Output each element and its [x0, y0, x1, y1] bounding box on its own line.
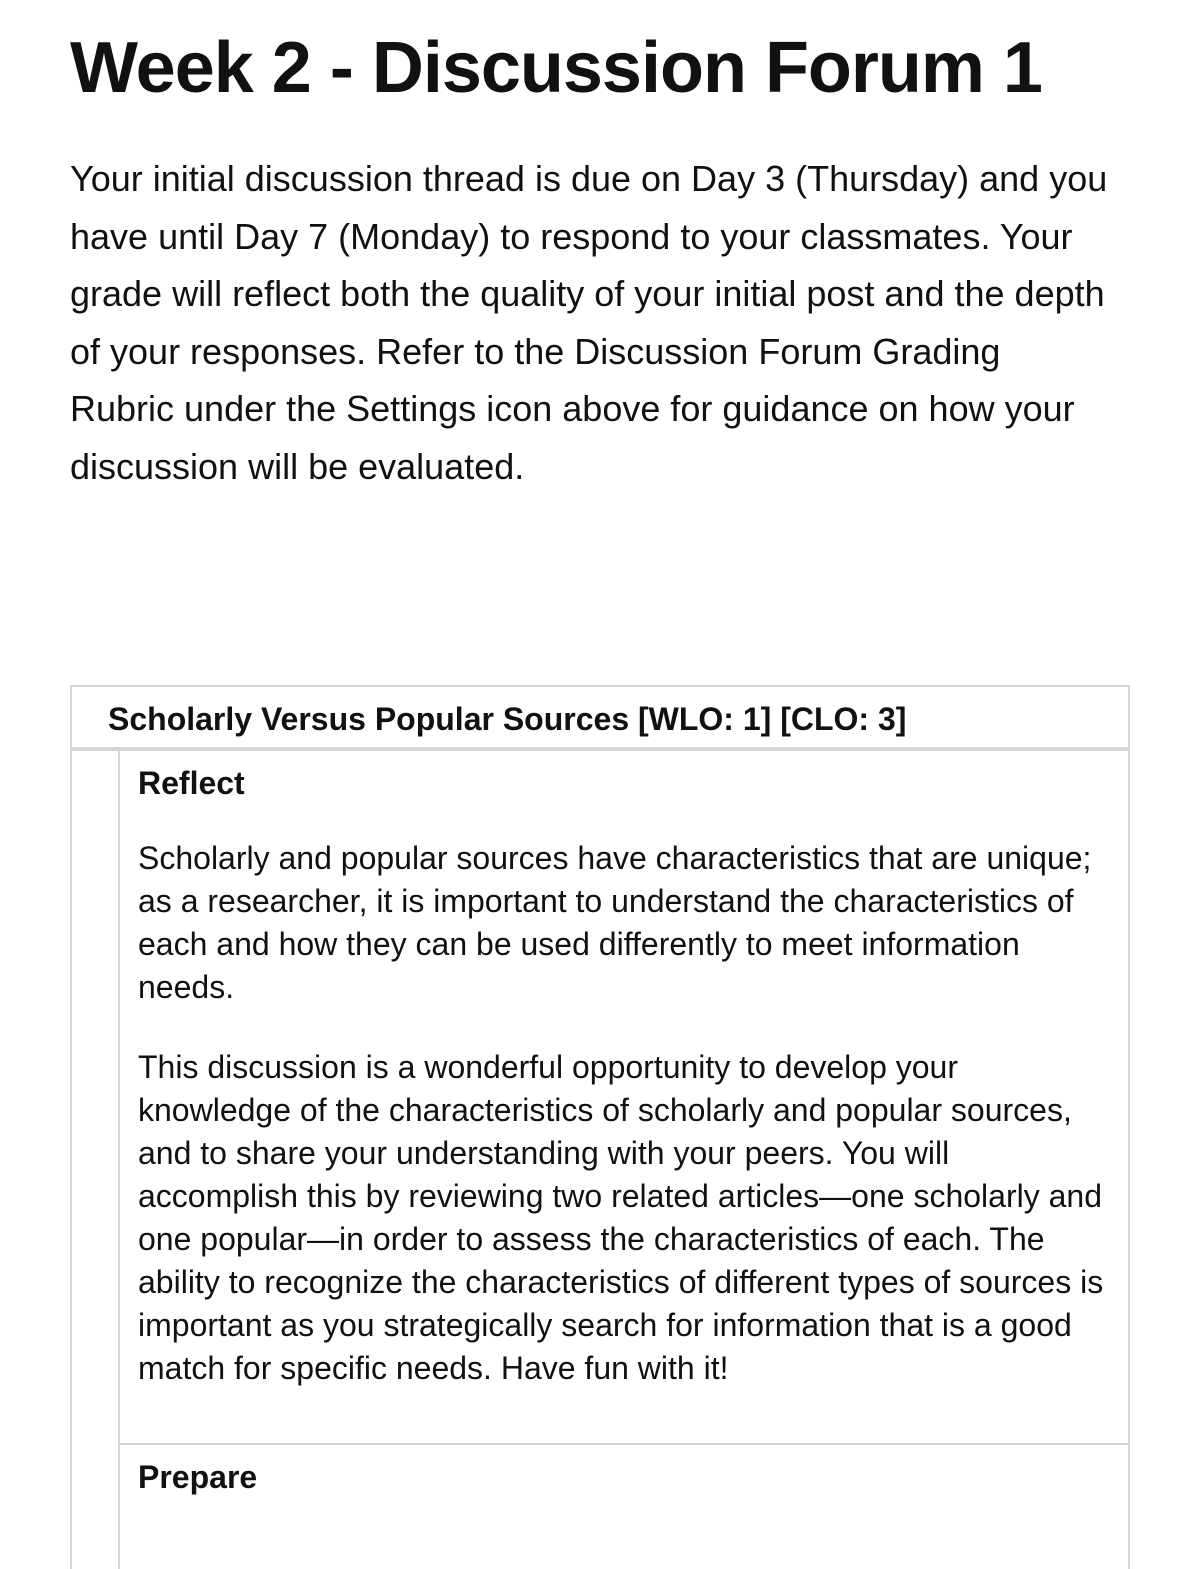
section-heading-reflect: Reflect: [138, 765, 245, 801]
indent-rule: [118, 751, 120, 1569]
page-title: Week 2 - Discussion Forum 1: [70, 28, 1042, 108]
panel-title: Scholarly Versus Popular Sources [WLO: 1] [CLO: 3]: [72, 687, 1128, 751]
reflect-paragraph: This discussion is a wonderful opportunity to develop your knowledge of the characteristics of scholarly and popular sources, and to share your understanding with your peers. You will accomplish this by reviewing two related articles—one scholarly and one popular—in order to assess the characteristics of each. The ability to recognize the characteristics of different types of sources is important as you strategically search for information that is a good match for specific needs. Have fun with it!: [138, 1049, 1104, 1386]
section-prepare: [138, 1445, 1118, 1509]
intro-text: Your initial discussion thread is due on Day 3 (Thursday) and you have until Day 7 (Monday) to respond to your classmates. Your grade will reflect both the quality of your initial post and the depth of your responses. Refer to the Discussion Forum Grading Rubric under the Settings icon above for guidance on how your discussion will be evaluated.: [70, 158, 1108, 487]
reflect-paragraph: Scholarly and popular sources have characteristics that are unique; as a researcher, it is important to understand the characteristics of each and how they can be used differently to meet information needs.: [138, 840, 1092, 1005]
section-reflect: [138, 751, 1118, 1390]
section-heading-prepare: Prepare: [138, 1459, 258, 1495]
content-panel: [70, 685, 1130, 1569]
